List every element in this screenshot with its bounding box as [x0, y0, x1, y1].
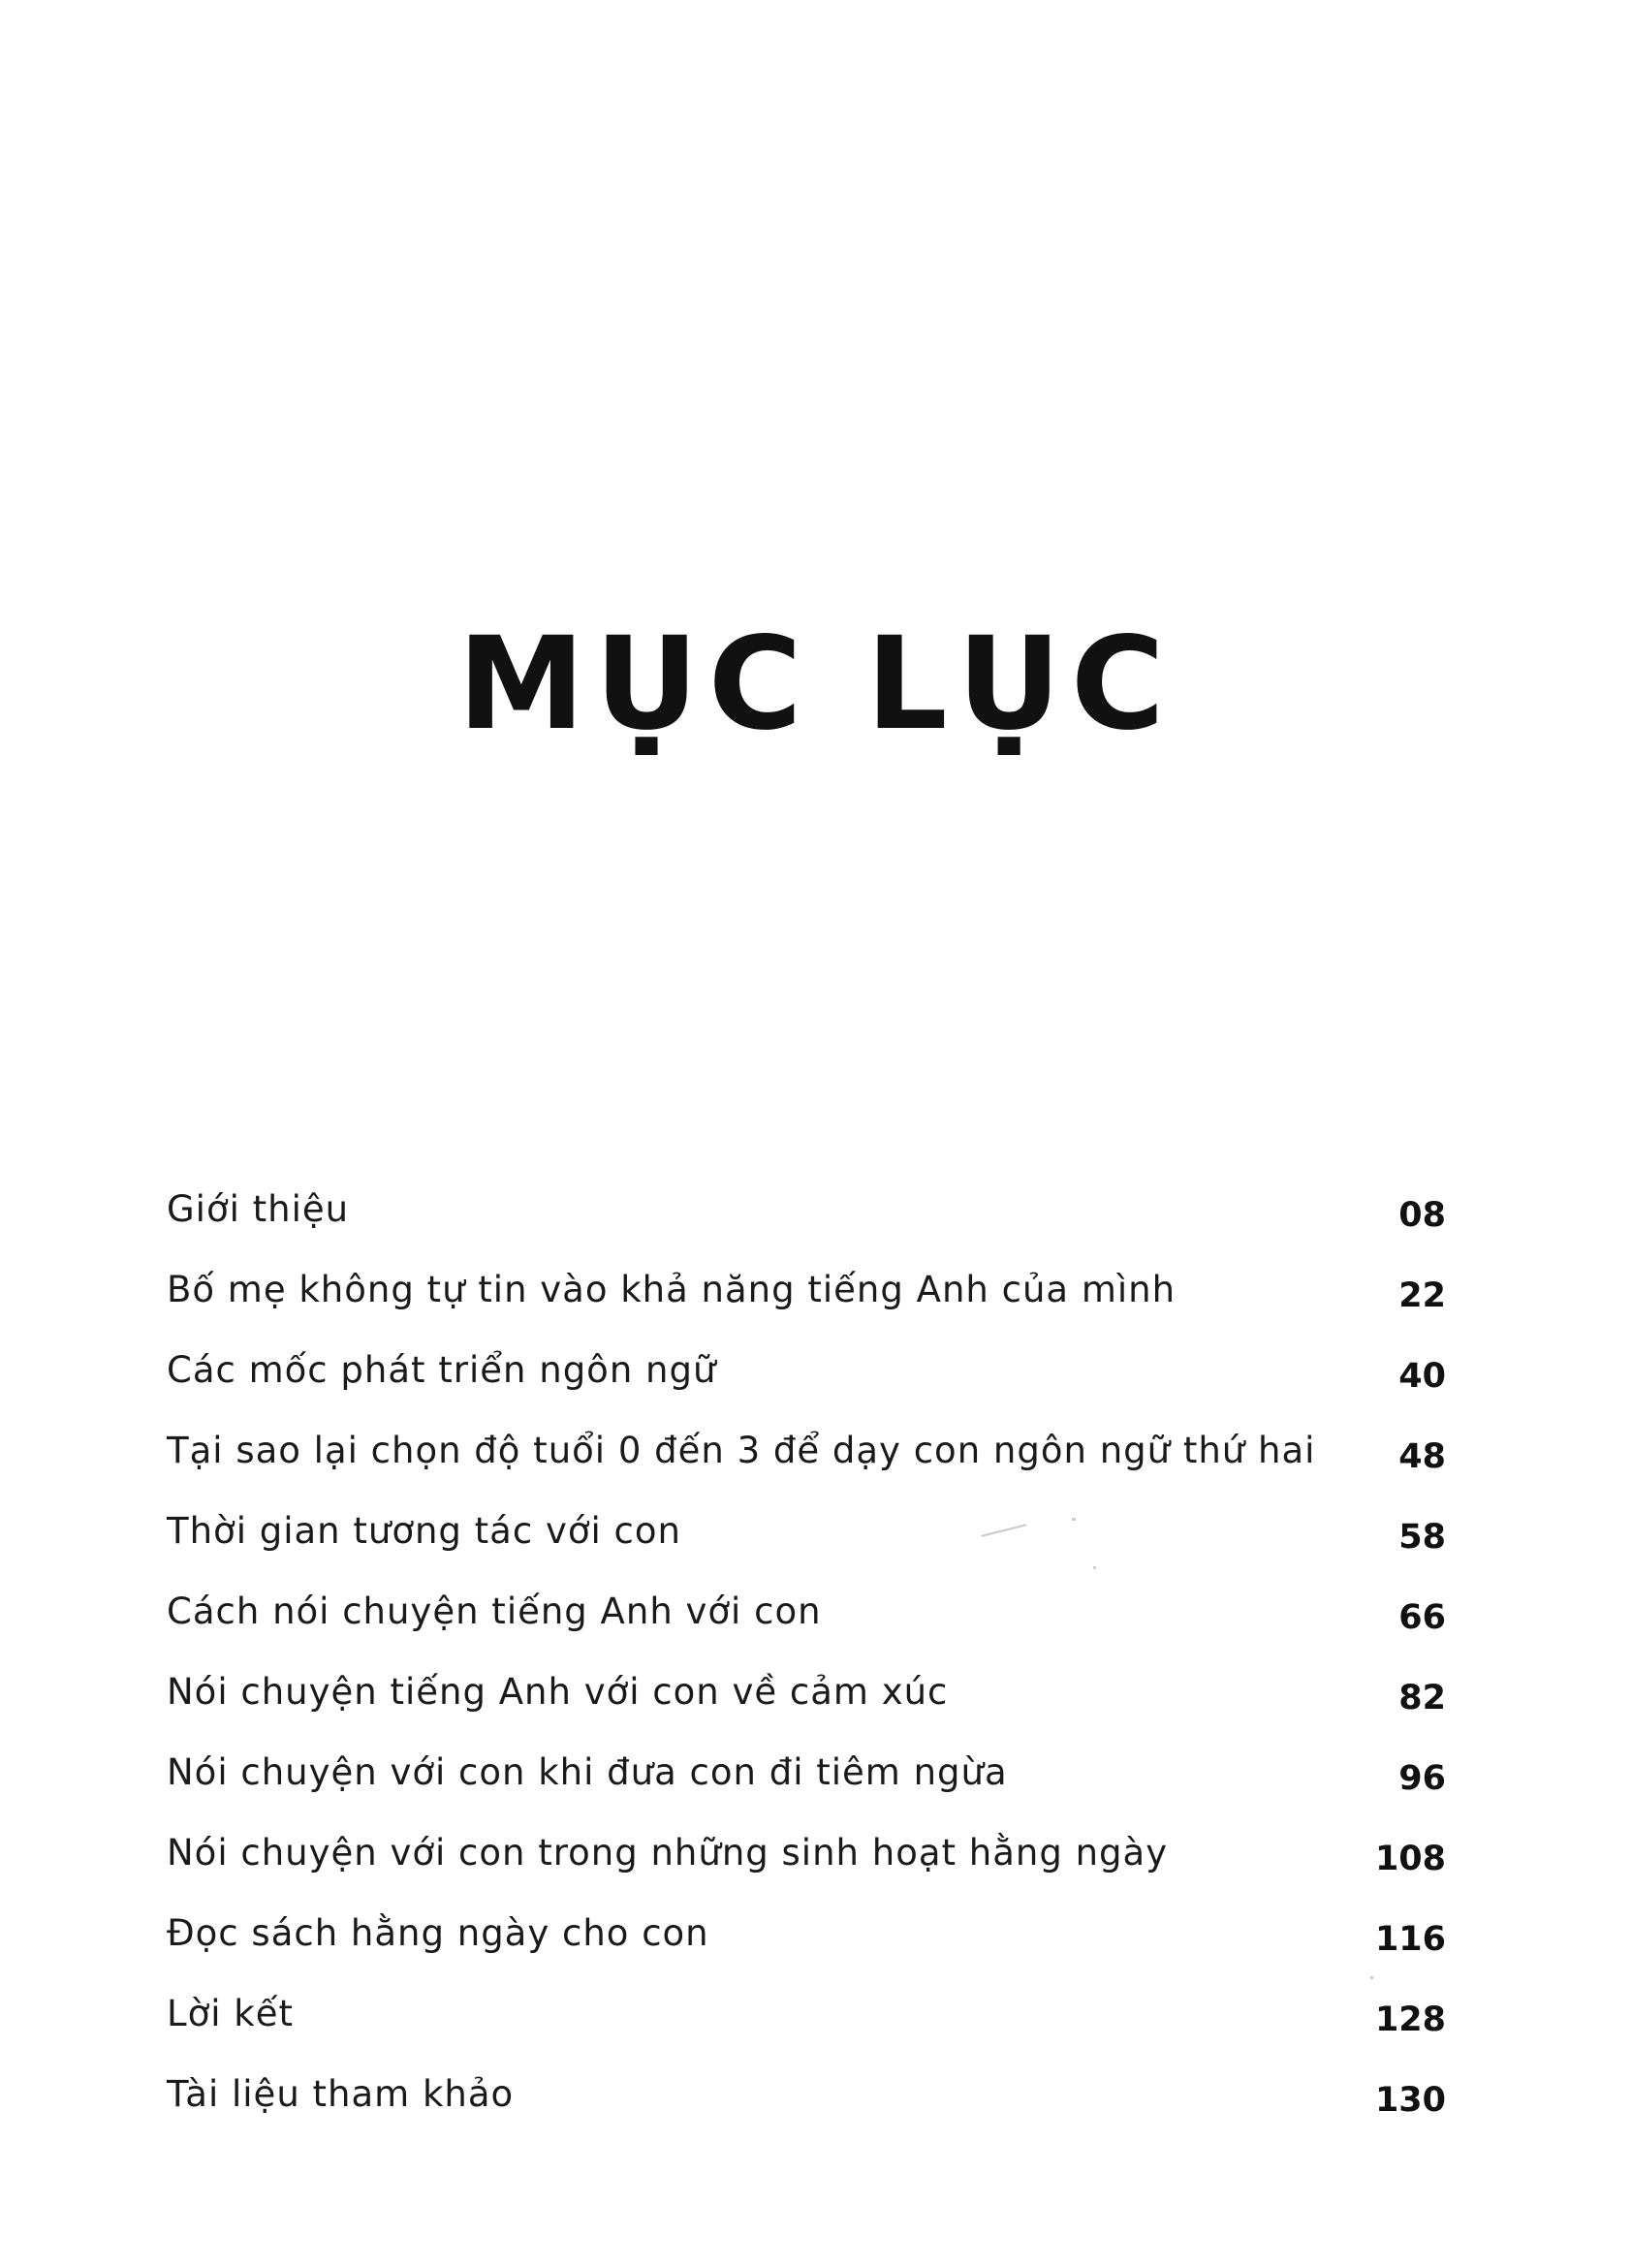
toc-entry-label: Đọc sách hằng ngày cho con	[167, 1912, 709, 1954]
toc-entry-label: Nói chuyện với con khi đưa con đi tiêm ngừa	[167, 1751, 1008, 1793]
toc-entry-page-number: 66	[1398, 1598, 1446, 1637]
scan-speck	[1093, 1566, 1096, 1569]
toc-entry[interactable]	[167, 1979, 1446, 2060]
toc-entry[interactable]	[167, 1899, 1446, 1979]
toc-entry[interactable]	[167, 1818, 1446, 1899]
toc-entry-page-number: 108	[1374, 1840, 1446, 1878]
toc-entry-page-number: 58	[1398, 1518, 1446, 1557]
toc-entry-label: Thời gian tương tác với con	[167, 1510, 681, 1552]
toc-entry-label: Nói chuyện tiếng Anh với con về cảm xúc	[167, 1671, 949, 1713]
toc-entry-label: Tài liệu tham khảo	[167, 2073, 515, 2115]
toc-entry-page-number: 96	[1398, 1759, 1446, 1798]
toc-entry-page-number: 08	[1398, 1196, 1446, 1235]
toc-entry[interactable]	[167, 1255, 1446, 1336]
toc-entry[interactable]	[167, 1577, 1446, 1657]
toc-entry-page-number: 22	[1398, 1276, 1446, 1315]
toc-entry[interactable]	[167, 1496, 1446, 1577]
scan-speck	[1370, 1976, 1373, 1979]
table-of-contents	[167, 1175, 1446, 2140]
toc-entry[interactable]	[167, 1738, 1446, 1818]
toc-entry-page-number: 82	[1398, 1679, 1446, 1717]
toc-entry-label: Cách nói chuyện tiếng Anh với con	[167, 1591, 822, 1632]
toc-entry-page-number: 128	[1374, 2000, 1446, 2039]
toc-entry[interactable]	[167, 1416, 1446, 1496]
toc-entry-label: Giới thiệu	[167, 1188, 350, 1230]
page-title: MỤC LỤC	[457, 610, 1175, 759]
toc-entry-page-number: 130	[1374, 2081, 1446, 2120]
toc-entry-label: Bố mẹ không tự tin vào khả năng tiếng Anh của mình	[167, 1269, 1177, 1310]
toc-entry-label: Các mốc phát triển ngôn ngữ	[167, 1349, 717, 1391]
toc-entry[interactable]	[167, 1657, 1446, 1738]
toc-entry-page-number: 116	[1374, 1920, 1446, 1959]
toc-entry-label: Tại sao lại chọn độ tuổi 0 đến 3 để dạy con ngôn ngữ thứ hai	[167, 1430, 1316, 1471]
toc-entry[interactable]	[167, 1336, 1446, 1416]
scan-speck	[1072, 1518, 1076, 1521]
toc-entry-label: Nói chuyện với con trong những sinh hoạt hằng ngày	[167, 1832, 1169, 1874]
toc-entry[interactable]	[167, 2060, 1446, 2140]
toc-entry-page-number: 48	[1398, 1437, 1446, 1476]
toc-entry-page-number: 40	[1398, 1357, 1446, 1396]
toc-entry[interactable]	[167, 1175, 1446, 1255]
toc-entry-label: Lời kết	[167, 1993, 294, 2034]
